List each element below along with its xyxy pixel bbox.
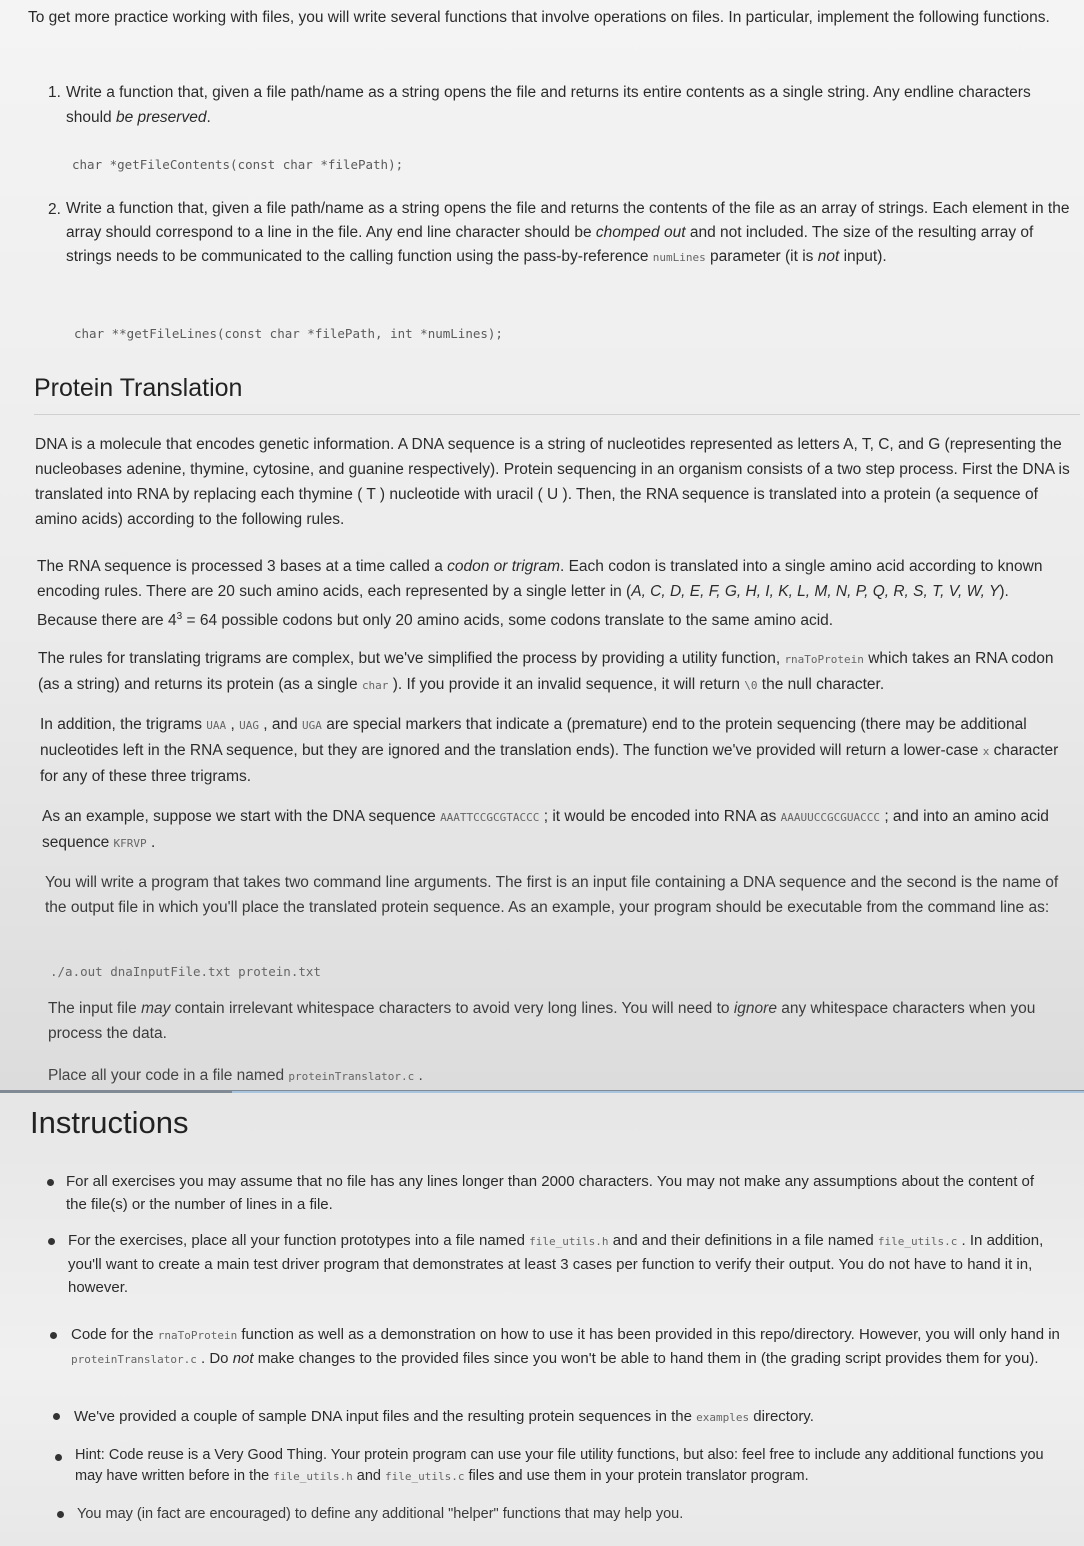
- code-UAA: UAA: [206, 719, 227, 732]
- instruction-bullet-1: For all exercises you may assume that no file has any lines longer than 2000 characters. You may not make any assumptions about the content of the file(s) or the number of lines in a file.: [66, 1173, 1035, 1213]
- instruction-bullet-3: Code for the rnaToProtein function as well as a demonstration on how to use it has been provided in this repo/directory. However, you will only hand in proteinTranslator.c . Do not make changes to the provided files since you won't be able to hand them in (the grading script provides them for you).: [71, 1326, 1060, 1367]
- code-x: x: [982, 745, 990, 758]
- heading-divider: [34, 414, 1080, 415]
- section-heading-instructions: Instructions: [30, 1105, 189, 1140]
- bullet-icon: [53, 1413, 60, 1420]
- bullet-icon: [50, 1332, 57, 1339]
- code-file-utils-c: file_utils.c: [877, 1235, 958, 1248]
- bullet-icon: [48, 1238, 55, 1245]
- item-text: Write a function that, given a file path/name as a string opens the file and returns the contents of the file as an array of strings. Each element in the array should correspond to a line in the file. Any end line character should be chomped out and not included. The size of the resulting array of strings needs to be communicated to the calling function using the pass-by-reference numLines parameter (it is not input).: [66, 200, 1070, 265]
- code-protein-example: KFRVP: [113, 837, 147, 850]
- protein-p1: DNA is a molecule that encodes genetic information. A DNA sequence is a string of nucleotides represented as letters A, T, C, and G (representing the nucleobases adenine, thymine, cytosine, and guanine respectively). Protein sequencing in an organism consists of a two step process. First the DNA is translated into RNA by replacing each thymine ( T ) nucleotide with uracil ( U ). Then, the RNA sequence is translated into a protein (a sequence of amino acids) according to the following rules.: [35, 436, 1070, 528]
- code-proteinTranslator: proteinTranslator.c: [71, 1353, 197, 1366]
- instruction-bullet-6: You may (in fact are encouraged) to define any additional "helper" functions that may help you.: [77, 1506, 684, 1522]
- code-command-line: ./a.out dnaInputFile.txt protein.txt: [50, 964, 321, 979]
- code-examples: examples: [696, 1411, 750, 1424]
- protein-p8: Place all your code in a file named proteinTranslator.c .: [48, 1067, 423, 1084]
- protein-p3: The rules for translating trigrams are complex, but we've simplified the process by providing a utility function, rnaToProtein which takes an RNA codon (as a string) and returns its protein (as a single char ). If you provide it an invalid sequence, it will return \0 the null character.: [38, 650, 1054, 693]
- protein-p5: As an example, suppose we start with the DNA sequence AAATTCCGCGTACCC ; it would be encoded into RNA as AAAUUCCGCGUACCC ; and into an amino acid sequence KFRVP .: [42, 808, 1049, 851]
- code-proteinTranslator: proteinTranslator.c: [288, 1070, 415, 1083]
- instruction-bullet-5: Hint: Code reuse is a Very Good Thing. Your protein program can use your file utility functions, but also: feel free to include any additional functions you may have written before in the file_utils.h and file_utils.c files and use them in your protein translator program.: [75, 1447, 1044, 1484]
- code-numLines: numLines: [652, 251, 706, 264]
- code-file-utils-c: file_utils.c: [385, 1470, 465, 1483]
- protein-p7: The input file may contain irrelevant whitespace characters to avoid very long lines. You will need to ignore any whitespace characters when you process the data.: [48, 1000, 1036, 1042]
- bullet-icon: [47, 1179, 54, 1186]
- code-file-utils-h: file_utils.h: [529, 1235, 609, 1248]
- item-number: 1.: [48, 84, 61, 101]
- protein-p2: The RNA sequence is processed 3 bases at a time called a codon or trigram. Each codon is translated into a single amino acid according to known encoding rules. There are 20 such amino acids, each represented by a single letter in (A, C, D, E, F, G, H, I, K, L, M, N, P, Q, R, S, T, V, W, Y). Because there are $4^3 = 64$ possible codons but only 20 amino acids, some codons translate to the same amino acid.: [37, 558, 1043, 630]
- code-UGA: UGA: [302, 719, 322, 732]
- bullet-icon: [55, 1454, 62, 1461]
- code-char: char: [361, 679, 389, 692]
- instruction-bullet-4: We've provided a couple of sample DNA input files and the resulting protein sequences in the examples directory.: [74, 1408, 814, 1425]
- code-null-char: \0: [744, 679, 758, 692]
- protein-p4: In addition, the trigrams UAA , UAG , and UGA are special markers that indicate a (premature) end to the protein sequencing (there may be additional nucleotides left in the RNA sequence, but they are ignored and the translation ends). The function we've provided will return a lower-case x character for any of these three trigrams.: [40, 716, 1059, 785]
- code-file-utils-h: file_utils.h: [273, 1470, 353, 1483]
- code-UAG: UAG: [239, 719, 259, 732]
- bullet-icon: [57, 1511, 64, 1518]
- instruction-bullet-2: For the exercises, place all your function prototypes into a file named file_utils.h and and their definitions in a file named file_utils.c . In addition, you'll want to create a main test driver program that demonstrates at least 3 cases per function to verify their output. You do not have to hand it in, however.: [68, 1232, 1044, 1296]
- protein-p6: You will write a program that takes two command line arguments. The first is an input file containing a DNA sequence and the second is the name of the output file in which you'll place the translated protein sequence. As an example, your program should be executable from the command line as:: [45, 874, 1059, 916]
- code-dna-example: AAATTCCGCGTACCC: [440, 811, 540, 824]
- item-text: Write a function that, given a file path/name as a string opens the file and returns its entire contents as a single string. Any endline characters should be preserved.: [66, 84, 1031, 126]
- code-rnaToProtein: rnaToProtein: [784, 653, 864, 666]
- item-number: 2.: [48, 201, 61, 218]
- intro-paragraph: To get more practice working with files, you will write several functions that involve operations on files. In particular, implement the following functions.: [28, 9, 1050, 26]
- section-heading-protein: Protein Translation: [34, 374, 243, 402]
- code-rnaToProtein: rnaToProtein: [157, 1329, 238, 1342]
- code-getFileContents: char *getFileContents(const char *filePath);: [72, 157, 404, 172]
- code-rna-example: AAAUUCCGCGUACCC: [780, 811, 881, 824]
- code-getFileLines: char **getFileLines(const char *filePath, int *numLines);: [74, 326, 503, 341]
- amino-letters: A, C, D, E, F, G, H, I, K, L, M, N, P, Q, R, S, T, V, W, Y: [631, 583, 1000, 600]
- bottom-section: [0, 1093, 1084, 1546]
